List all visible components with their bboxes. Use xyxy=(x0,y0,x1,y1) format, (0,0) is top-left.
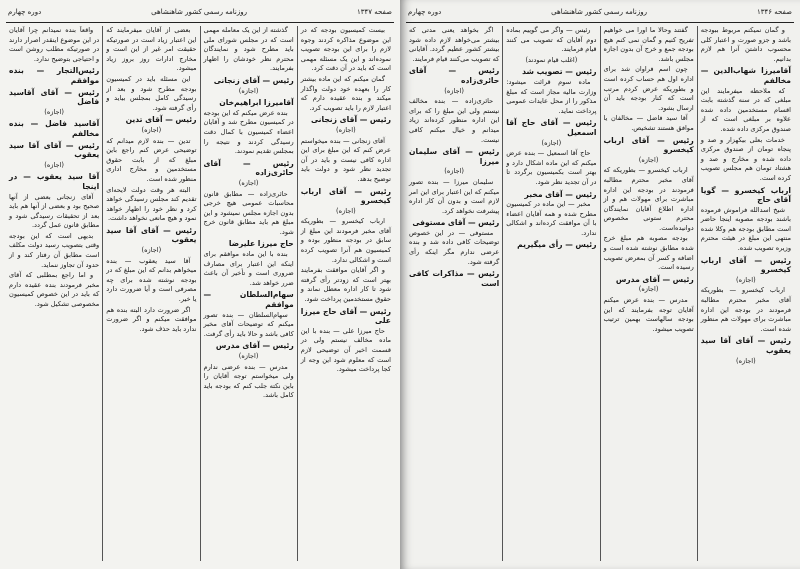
left-page-header xyxy=(8,6,392,18)
paragraph: و اگر آقایان موافقت بفرمایند بهتر است که زودتر رأی گرفته شود تا کار اداره معطل نماند و حقوق مستخدمین پرداخت شود. xyxy=(300,266,391,304)
centered-note: (اجازه) xyxy=(444,86,464,95)
paragraph: بیست کمیسیون بودجه که در این موضوع مذاکره کردند وجوه لازم را برای این بودجه تصویب نموده‌اند و این یک مسئله مهمی است که باید در آن دقت کرد. xyxy=(300,26,391,73)
centered-note: (اجازه) xyxy=(44,160,64,169)
right-page xyxy=(400,0,800,569)
text-column xyxy=(600,26,697,561)
speaker-heading: رئیس‌التجار — بنده موافقم xyxy=(9,66,100,85)
left-page-columns xyxy=(6,26,394,561)
paragraph: که ملاحظه میفرمایند این مبلغی که در سنه گذشته بابت اقسام مستخدمین داده شده علاوه بر مبلغی است که از صندوق مرکزی داده شده. xyxy=(700,86,791,133)
speaker-heading: رئیس — آقای حاج میرزا علی xyxy=(300,306,391,326)
text-column xyxy=(297,26,394,561)
speaker-heading: رئیس — آقای تدین xyxy=(125,115,197,125)
paragraph: آقا سید یعقوب — بنده میخواهم بدانم که این مبلغ که در بودجه نوشته شده برای چه مصرفی است و آیا ضرورت دارد یا خیر. xyxy=(106,256,197,304)
text-column xyxy=(102,26,199,561)
centered-note: (اجازه) xyxy=(736,356,756,365)
centered-note: (اجازه) xyxy=(141,125,162,134)
period-label: دوره چهارم xyxy=(408,8,442,16)
text-column xyxy=(697,26,794,561)
paragraph: اگر ضرورت دارد البته بنده هم موافقت میکنم و اگر ضرورت ندارد باید حذف شود. xyxy=(106,305,197,333)
right-page-columns xyxy=(406,26,794,561)
newspaper-title: روزنامه رسمی کشور شاهنشاهی xyxy=(151,8,247,16)
paragraph: سلیمان میرزا — بنده تصور میکنم که این اعتبار برای این امر لازم است و بدون آن کار اداره پیشرفت نخواهد کرد. xyxy=(409,177,500,215)
speaker-heading: رئیس — آقای زنجانی xyxy=(213,75,294,85)
text-column xyxy=(6,26,102,561)
speaker-heading: آقاسید فاضل — بنده مخالفم xyxy=(9,119,100,138)
speaker-heading: رئیس — آقای ارباب کیخسرو xyxy=(300,186,391,206)
paragraph: بودجه مصوبه هم مبلغ خرج شده مطابق نوشته شده است و اضافه و کسر آن بمعرض تصویب رسیده است. xyxy=(603,234,694,272)
paragraph: گمان میکنم که این ماده بیشتر کار را بعهده خود دولت واگذار میکند و بنده عقیده دارم که اعتبار لازم را باید تصویب کرد. xyxy=(300,74,391,112)
paragraph: واقعاً بنده نمیدانم چرا آقایان در این موضوع اینقدر اصرار دارند در صورتیکه مطلب روشن است و احتیاجی بتوضیح ندارد. xyxy=(9,26,100,63)
paragraph: ارباب کیخسرو — بطوریکه آقای مخبر محترم مطالبه فرمودند در بودجه این اداره مباشرت برای مهولات هم منظور شده است. xyxy=(700,286,791,333)
speaker-heading: رئیس — آقای آقاسید فاضل xyxy=(9,87,100,107)
page-number: صفحه ۱۳۴۷ xyxy=(356,8,392,16)
centered-note: (اجازه) xyxy=(336,125,356,134)
header-rule xyxy=(6,22,394,23)
speaker-heading: رئیس — آقای سلیمان میرزا xyxy=(409,147,500,166)
centered-note: (اجازه) xyxy=(141,246,162,255)
paragraph: آقای زنجانی بعضی از آنها صحیح بود و بعضی از آنها هم باید بعد از تحقیقات رسیدگی شود و مطابق قانون عمل گردد. xyxy=(9,192,100,230)
centered-note: (اجازه) xyxy=(238,178,259,187)
speaker-heading: رئیس — آقای ارباب کیخسرو xyxy=(603,135,694,155)
speaker-heading: رئیس — آقای آقا سید یعقوب xyxy=(106,225,197,245)
speaker-heading: رئیس — رأی میگیریم xyxy=(517,240,597,250)
paragraph: اگر بخواهد یعنی مدتی که بیشتر می‌خواهد لازم داده شود بیشتر کشور عظیم گردد. آقایانی که تصویب می‌کنند قیام فرمایند. xyxy=(409,26,500,63)
paragraph: بنده عرض میکنم که این بودجه در کمیسیون مطرح شد و آقایان اعضاء کمیسیون با کمال دقت رسیدگی کردند و نتیجه را بمجلس تقدیم نمودند. xyxy=(203,108,294,156)
speaker-heading: رئیس — آقای آقا سید یعقوب xyxy=(9,140,100,160)
centered-note: (اجازه) xyxy=(638,155,659,164)
centered-note: (اجازه) xyxy=(638,285,659,294)
paragraph: حاج میرزا علی — بنده با این ماده مخالف نیستم ولی در قسمت اخیر آن توضیحی لازم است که معلوم شود این وجه از کجا پرداخت میشود. xyxy=(300,326,391,374)
speaker-heading: رئیس — آقای مخبر xyxy=(524,189,597,199)
paragraph: البته هر وقت دولت لایحه‌ای تقدیم کند مجلس رسیدگی خواهد کرد و نظر خود را اظهار خواهد نمود و هیچ مانعی نخواهد داشت. xyxy=(106,185,197,223)
speaker-heading: رئیس — آقای مستوفی xyxy=(412,218,500,228)
speaker-heading: آقامیرزا ابراهیم‌خان xyxy=(219,98,294,108)
paragraph: بعضی از آقایان میفرمایند که این اعتبار زیاد است در صورتیکه حقیقت امر غیر از این است و مخارج ادارات روز بروز زیاد میشود. xyxy=(106,26,197,73)
right-page-header xyxy=(408,6,792,18)
centered-note: (اجازه) xyxy=(238,352,259,360)
speaker-heading: ارباب کیخسرو — گویا آقای حاج xyxy=(700,185,791,205)
paragraph: و اما راجع بمطلبی که آقای مخبر فرمودند بنده عقیده دارم که باید در این خصوص کمیسیون مخصوصی تشکیل شود. xyxy=(9,271,100,309)
speaker-heading: رئیس — آقای آقا سید یعقوب xyxy=(700,336,791,355)
speaker-heading: آقا سید یعقوب — در اینجا xyxy=(9,172,100,191)
speaker-heading: رئیس — تصویب شد xyxy=(522,67,597,77)
paragraph: خدمات بعلی بیکهزار و صد و پنجاه تومان از صندوق مرکزی داده شده و مخارج و صد و هشتاد تومان هم مجلس تصویب کرده است. xyxy=(700,135,791,182)
paragraph: سهام‌السلطان — بنده تصور میکنم که توضیحات آقای مخبر کافی باشد و حالا باید رأی گرفت. xyxy=(203,310,294,338)
paragraph: گذشته از این یک معامله مهمی است که در مجلس شورای ملی باید مطرح شود و نمایندگان محترم نظر خودشان را اظهار بفرمایند. xyxy=(203,26,294,73)
paragraph: ارباب کیخسرو — بطوریکه آقای مخبر فرمودند این مبلغ از سابق در بودجه منظور بوده و کمیسیون هم آنرا تصویب کرده است و اشکالی ندارد. xyxy=(300,217,391,264)
paragraph: آقای زنجانی — بنده میخواستم عرض کنم که این مبلغ برای این اداره کافی نیست و باید در آن تجدید نظر شود و دولت باید توضیح بدهد. xyxy=(300,136,391,183)
paragraph: مدرس — بنده عرضی ندارم ولی میخواستم توجه آقایان را باین نکته جلب کنم که بودجه باید کامل باشد. xyxy=(203,362,294,400)
paragraph: و گمان نمیکنم مربوط ببودجه باشد و جزو صورت و اعتبار کلی محسوب داشتن آنرا هم لازم بدانیم. xyxy=(700,26,791,63)
paragraph: حائری‌زاده — بنده مخالف نیستم ولی این مبلغ را که برای این اداره منظور کرده‌اند زیاد میدانم و خیال میکنم کافی نیست. xyxy=(409,97,500,144)
speaker-heading: رئیس — آقای ارباب کیخسرو xyxy=(700,255,791,275)
centered-note: (اجازه) xyxy=(44,107,64,116)
centered-note: (اغلب قیام نمودند) xyxy=(525,55,578,64)
speaker-heading: سهام‌السلطان — موافقم xyxy=(203,290,294,310)
period-label: دوره چهارم xyxy=(8,8,42,16)
paragraph: آقا سید فاضل — مخالفان یا موافق هستند تشخیص. xyxy=(603,114,694,132)
speaker-heading: آقامیرزا شهاب‌الدین — مخالفم xyxy=(700,66,791,85)
paragraph: گفتند وحالا ما اورا می خواهیم تفریح کنیم و گمان نمی کنم هیچ بودجه جمع و خرج آن بدون اجازه مجلس باشد. xyxy=(603,26,694,63)
centered-note: (اجازه) xyxy=(336,206,356,215)
paragraph: بدیهی است که این بودجه وقتی بتصویب رسید دولت مکلف است مطابق آن رفتار کند و از حدود آن تجاوز ننماید. xyxy=(9,231,100,269)
paragraph: شیخ اسدالله فراموش فرموده باشند بودجه مصوبه اینجا حاضر است مطابق بودجه هم وکلا شده منتهی این مبلغ در هیئت محترم وزیره تصویب شده. xyxy=(700,205,791,253)
paragraph: مدرس — بنده عرض میکنم آقایان توجه بفرمایند که این بودجه سالهاست بهمین ترتیب تصویب میشود. xyxy=(603,296,694,333)
speaker-heading: رئیس — آقای حائری‌زاده xyxy=(409,66,500,85)
speaker-heading: رئیس — آقای حاج آقا اسمعیل xyxy=(506,118,597,137)
paragraph: مستوفی — در این خصوص توضیحات کافی داده شد و بنده عرضی ندارم مگر اینکه رأی گرفته شود. xyxy=(409,228,500,266)
paragraph: رئیس — واگر می گوییم بماده دوم آقایان که تصویب می کنند قیام فرمایند. xyxy=(506,26,597,54)
newspaper-title: روزنامه رسمی کشور شاهنشاهی xyxy=(551,8,647,16)
paragraph: تدین — بنده لازم میدانم که توضیحی عرض کنم راجع باین مبلغ که از بابت حقوق مستخدمین و مخارج اداری منظور شده است. xyxy=(106,136,197,183)
speaker-heading: رئیس — آقای حائری‌زاده xyxy=(203,158,294,178)
paragraph: مخبر — این ماده در کمیسیون مطرح شده و همه آقایان اعضاء با آن موافقت کرده‌اند و اشکالی ندارد. xyxy=(506,200,597,237)
text-column xyxy=(200,26,297,561)
paragraph: بنده با این ماده موافقم برای اینکه این اعتبار برای مصارف ضروری است و تأخیر آن باعث ضرر خواهد شد. xyxy=(203,250,294,287)
page-number: صفحه ۱۳۴۶ xyxy=(756,8,792,16)
paragraph: این مسئله باید در کمیسیون بودجه مطرح شود و بعد از رسیدگی کامل بمجلس بیاید و رأی گرفته شود. xyxy=(106,74,197,112)
centered-note: (اجازه) xyxy=(238,86,259,95)
centered-note: (اجازه) xyxy=(541,138,562,147)
paragraph: حاج آقا اسمعیل — بنده عرض میکنم که این ماده اشکال دارد و بهتر است بکمیسیون برگردد تا در آن تجدید نظر شود. xyxy=(506,149,597,186)
paragraph: حائری‌زاده — مطابق قانون محاسبات عمومی هیچ خرجی بدون اجازه مجلس نمیشود و این مبلغ هم باید مطابق قانون خرج شود. xyxy=(203,189,294,236)
paragraph: ماده سوم قرائت میشود: وزارت مالیه مجاز است که مبلغ مذکور را از محل عایدات عمومی پرداخت نماید. xyxy=(506,77,597,115)
text-column xyxy=(502,26,599,561)
speaker-heading: رئیس — آقای مدرس xyxy=(215,341,294,351)
centered-note: (اجازه) xyxy=(444,167,464,176)
centered-note: (اجازه) xyxy=(736,275,756,284)
speaker-heading: حاج میرزا علیرضا xyxy=(228,239,294,249)
paragraph: چون اسم فراوان شد برای اداره اول هم حساب کرده است و بطوریکه عرض کردم مرتب است که کنار بودجه باید آن ارسال بشود. xyxy=(603,65,694,112)
speaker-heading: رئیس — آقای مدرس xyxy=(615,274,694,284)
speaker-heading: رئیس — مذاکرات کافی است xyxy=(409,269,500,288)
paragraph: ارباب کیخسرو — بطوریکه که آقای مخبر محترم مطالبه فرمودند در بودجه این اداره مباشرت برای مهولات هم و از اداره اطلاع آقایان نمایندگان محترم ستونی مخصوص دوانیده‌است. xyxy=(603,166,694,232)
text-column xyxy=(406,26,502,561)
speaker-heading: رئیس — آقای زنجانی xyxy=(310,115,391,125)
header-rule xyxy=(406,22,794,23)
